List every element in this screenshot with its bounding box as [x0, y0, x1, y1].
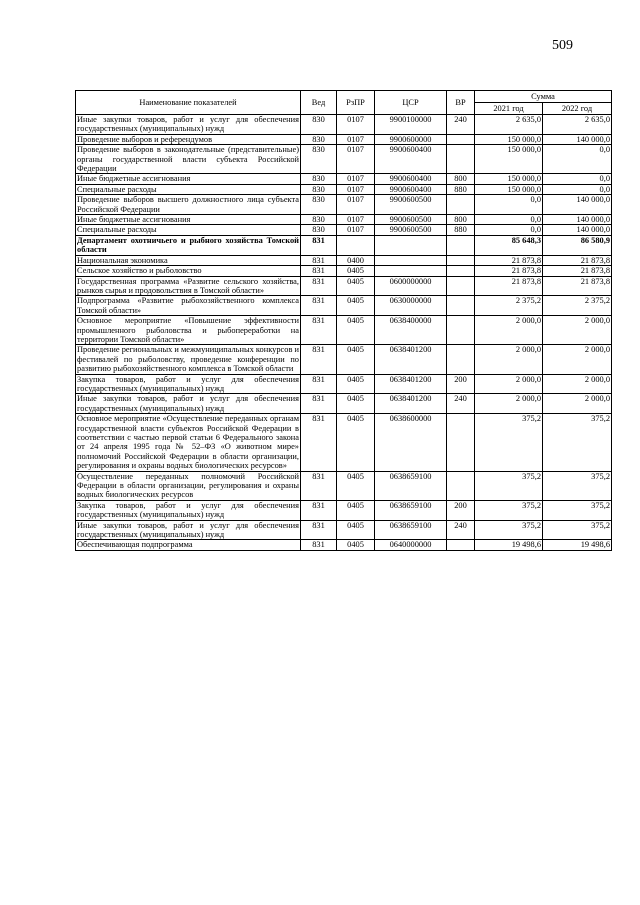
table-row [76, 195, 612, 215]
cell-name: Иные закупки товаров, работ и услуг для обеспечения государственных (муниципальных) нужд [77, 115, 299, 134]
page-number: 509 [552, 38, 573, 53]
cell-y2022: 140 000,0 [543, 195, 612, 215]
cell-y2022: 375,2 [543, 520, 612, 540]
table-row [76, 174, 612, 184]
table-row [76, 266, 612, 276]
cell-y2022: 2 635,0 [543, 115, 612, 135]
cell-rzpr: 0107 [337, 215, 375, 225]
cell-ved: 830 [301, 225, 337, 235]
cell-y2022: 0,0 [543, 174, 612, 184]
cell-csr: 9900600500 [375, 215, 447, 225]
cell-rzpr: 0405 [337, 345, 375, 374]
cell-csr: 0638401200 [375, 345, 447, 374]
cell-ved: 831 [301, 540, 337, 550]
cell-csr: 9900600400 [375, 174, 447, 184]
cell-csr: 9900600400 [375, 184, 447, 194]
header-2022: 2022 год [543, 103, 612, 115]
header-ved: Вед [301, 91, 337, 115]
cell-y2021: 150 000,0 [475, 184, 543, 194]
cell-y2022: 375,2 [543, 471, 612, 500]
cell-name: Закупка товаров, работ и услуг для обеспечения государственных (муниципальных) нужд [77, 374, 299, 393]
cell-vr [447, 540, 475, 550]
cell-csr: 0638401200 [375, 374, 447, 394]
cell-ved: 831 [301, 414, 337, 471]
cell-csr [375, 235, 447, 255]
cell-y2022: 140 000,0 [543, 225, 612, 235]
cell-ved: 831 [301, 316, 337, 345]
cell-vr: 200 [447, 374, 475, 394]
table-row [76, 115, 612, 135]
cell-csr: 0600000000 [375, 276, 447, 296]
cell-rzpr: 0405 [337, 520, 375, 540]
cell-ved: 831 [301, 235, 337, 255]
table-body [76, 115, 612, 551]
cell-rzpr: 0405 [337, 266, 375, 276]
cell-ved: 830 [301, 134, 337, 144]
cell-rzpr: 0405 [337, 316, 375, 345]
cell-rzpr: 0400 [337, 255, 375, 265]
table-row [76, 540, 612, 550]
cell-y2021: 2 000,0 [475, 374, 543, 394]
cell-y2022: 19 498,6 [543, 540, 612, 550]
cell-name: Осуществление переданных полномочий Российской Федерации в области организации, регулирования и охраны водных биологических ресурсов [77, 471, 299, 500]
table-row [76, 394, 612, 414]
cell-ved: 831 [301, 394, 337, 414]
cell-rzpr: 0405 [337, 374, 375, 394]
cell-vr [447, 471, 475, 500]
cell-ved: 830 [301, 174, 337, 184]
cell-y2021: 150 000,0 [475, 134, 543, 144]
table-row [76, 316, 612, 345]
cell-y2022: 140 000,0 [543, 215, 612, 225]
cell-y2022: 2 000,0 [543, 394, 612, 414]
table-row [76, 374, 612, 394]
cell-name: Государственная программа «Развитие сельского хозяйства, рынков сырья и продовольствия в Томской области» [77, 276, 299, 295]
cell-vr [447, 195, 475, 215]
cell-csr: 9900100000 [375, 115, 447, 135]
table-header [76, 91, 612, 115]
cell-csr: 0638659100 [375, 471, 447, 500]
cell-y2021: 85 648,3 [475, 235, 543, 255]
table-row [76, 255, 612, 265]
cell-rzpr: 0405 [337, 500, 375, 520]
table-row [76, 235, 612, 255]
header-rzpr: РзПР [337, 91, 375, 115]
cell-y2022: 86 580,9 [543, 235, 612, 255]
cell-rzpr: 0107 [337, 195, 375, 215]
cell-name: Основное мероприятие «Осуществление переданных органам государственной власти субъектов Российской Федерации в соответствии с частью первой статьи 6 Федерального закона от 24 апреля 1995 года № 52–ФЗ «О животном мире» полномочий Российской Федерации в области организации, регулирования и охраны водных биологических ресурсов» [77, 414, 299, 471]
table-row [76, 276, 612, 296]
cell-y2021: 21 873,8 [475, 266, 543, 276]
cell-vr: 880 [447, 184, 475, 194]
cell-name: Национальная экономика [76, 255, 301, 265]
cell-ved: 831 [301, 520, 337, 540]
cell-vr: 200 [447, 500, 475, 520]
cell-y2022: 2 000,0 [543, 345, 612, 374]
cell-rzpr: 0107 [337, 145, 375, 174]
cell-name: Департамент охотничьего и рыбного хозяйства Томской области [77, 235, 299, 255]
cell-name: Иные закупки товаров, работ и услуг для обеспечения государственных (муниципальных) нужд [77, 520, 299, 540]
cell-y2021: 2 635,0 [475, 115, 543, 135]
cell-ved: 831 [301, 471, 337, 500]
cell-y2021: 2 375,2 [475, 296, 543, 316]
cell-csr: 0638659100 [375, 500, 447, 520]
table-row [76, 296, 612, 316]
cell-y2022: 2 375,2 [543, 296, 612, 316]
cell-vr: 800 [447, 174, 475, 184]
cell-name: Специальные расходы [76, 225, 301, 235]
table-row [76, 225, 612, 235]
cell-name: Проведение выборов в законодательные (представительные) органы государственной власти субъекта Российской Федерации [77, 145, 299, 174]
cell-csr: 0638659100 [375, 520, 447, 540]
cell-csr: 9900600500 [375, 195, 447, 215]
cell-name: Проведение региональных и межмуниципальных конкурсов и фестивалей по рыболовству, проведение конференции по развитию рыбохозяйственного комплекса в Томской области [77, 345, 299, 374]
table-row [76, 520, 612, 540]
table-row [76, 414, 612, 471]
cell-vr [447, 414, 475, 471]
cell-y2022: 0,0 [543, 184, 612, 194]
cell-name: Основное мероприятие «Повышение эффективности промышленного рыболовства и рыбопереработки на территории Томской области» [77, 316, 299, 344]
cell-ved: 831 [301, 500, 337, 520]
cell-ved: 830 [301, 145, 337, 174]
cell-rzpr: 0405 [337, 414, 375, 471]
table-row [76, 184, 612, 194]
cell-csr: 9900600000 [375, 134, 447, 144]
budget-table [75, 90, 612, 551]
cell-rzpr: 0405 [337, 276, 375, 296]
cell-y2021: 0,0 [475, 225, 543, 235]
cell-y2021: 2 000,0 [475, 345, 543, 374]
cell-rzpr: 0107 [337, 115, 375, 135]
cell-vr [447, 134, 475, 144]
cell-y2022: 2 000,0 [543, 316, 612, 345]
cell-rzpr: 0107 [337, 225, 375, 235]
cell-y2022: 375,2 [543, 414, 612, 471]
cell-ved: 830 [301, 184, 337, 194]
cell-csr: 0638600000 [375, 414, 447, 471]
cell-name: Закупка товаров, работ и услуг для обеспечения государственных (муниципальных) нужд [77, 500, 299, 520]
cell-rzpr: 0405 [337, 394, 375, 414]
cell-y2022: 21 873,8 [543, 266, 612, 276]
cell-y2021: 19 498,6 [475, 540, 543, 550]
cell-rzpr: 0107 [337, 134, 375, 144]
cell-csr [375, 266, 447, 276]
table-row [76, 215, 612, 225]
cell-rzpr: 0405 [337, 540, 375, 550]
cell-ved: 831 [301, 296, 337, 316]
cell-name: Иные бюджетные ассигнования [76, 174, 301, 184]
cell-csr: 0638400000 [375, 316, 447, 345]
cell-name: Проведение выборов и референдумов [76, 134, 301, 144]
cell-csr: 0630000000 [375, 296, 447, 316]
cell-rzpr: 0405 [337, 296, 375, 316]
table-row [76, 134, 612, 144]
cell-name: Проведение выборов высшего должностного лица субъекта Российской Федерации [77, 195, 299, 214]
cell-y2021: 0,0 [475, 215, 543, 225]
cell-vr [447, 145, 475, 174]
cell-csr [375, 255, 447, 265]
cell-vr [447, 276, 475, 296]
cell-y2021: 21 873,8 [475, 276, 543, 296]
cell-y2021: 375,2 [475, 520, 543, 540]
cell-ved: 831 [301, 345, 337, 374]
cell-vr [447, 345, 475, 374]
table-row [76, 471, 612, 500]
cell-csr: 9900600400 [375, 145, 447, 174]
header-sum: Сумма [475, 91, 612, 103]
cell-vr: 240 [447, 520, 475, 540]
cell-vr: 800 [447, 215, 475, 225]
cell-name: Сельское хозяйство и рыболовство [76, 266, 301, 276]
cell-name: Подпрограмма «Развитие рыбохозяйственного комплекса Томской области» [77, 296, 299, 315]
cell-ved: 831 [301, 374, 337, 394]
cell-ved: 831 [301, 255, 337, 265]
cell-vr [447, 316, 475, 345]
cell-y2022: 140 000,0 [543, 134, 612, 144]
cell-ved: 830 [301, 215, 337, 225]
cell-y2022: 2 000,0 [543, 374, 612, 394]
cell-y2022: 375,2 [543, 500, 612, 520]
cell-rzpr: 0405 [337, 471, 375, 500]
cell-name: Иные закупки товаров, работ и услуг для обеспечения государственных (муниципальных) нужд [77, 394, 299, 413]
cell-csr: 0638401200 [375, 394, 447, 414]
table-row [76, 145, 612, 174]
cell-rzpr [337, 235, 375, 255]
cell-vr: 880 [447, 225, 475, 235]
cell-vr [447, 296, 475, 316]
cell-rzpr: 0107 [337, 184, 375, 194]
cell-y2021: 375,2 [475, 471, 543, 500]
header-name: Наименование показателей [76, 91, 301, 115]
cell-y2021: 0,0 [475, 195, 543, 215]
cell-csr: 9900600500 [375, 225, 447, 235]
cell-y2021: 375,2 [475, 414, 543, 471]
cell-rzpr: 0107 [337, 174, 375, 184]
cell-ved: 830 [301, 115, 337, 135]
cell-name: Специальные расходы [76, 184, 301, 194]
header-2021: 2021 год [475, 103, 543, 115]
header-vr: ВР [447, 91, 475, 115]
cell-vr: 240 [447, 115, 475, 135]
cell-ved: 831 [301, 266, 337, 276]
cell-y2022: 21 873,8 [543, 276, 612, 296]
cell-y2022: 0,0 [543, 145, 612, 174]
cell-y2021: 150 000,0 [475, 174, 543, 184]
cell-y2022: 21 873,8 [543, 255, 612, 265]
header-csr: ЦСР [375, 91, 447, 115]
cell-y2021: 21 873,8 [475, 255, 543, 265]
cell-vr: 240 [447, 394, 475, 414]
cell-y2021: 2 000,0 [475, 394, 543, 414]
table-row [76, 345, 612, 374]
cell-ved: 831 [301, 276, 337, 296]
cell-name: Иные бюджетные ассигнования [76, 215, 301, 225]
cell-vr [447, 266, 475, 276]
table-row [76, 500, 612, 520]
cell-y2021: 150 000,0 [475, 145, 543, 174]
cell-ved: 830 [301, 195, 337, 215]
cell-vr [447, 255, 475, 265]
cell-csr: 0640000000 [375, 540, 447, 550]
cell-vr [447, 235, 475, 255]
cell-y2021: 2 000,0 [475, 316, 543, 345]
cell-y2021: 375,2 [475, 500, 543, 520]
cell-name: Обеспечивающая подпрограмма [76, 540, 301, 550]
